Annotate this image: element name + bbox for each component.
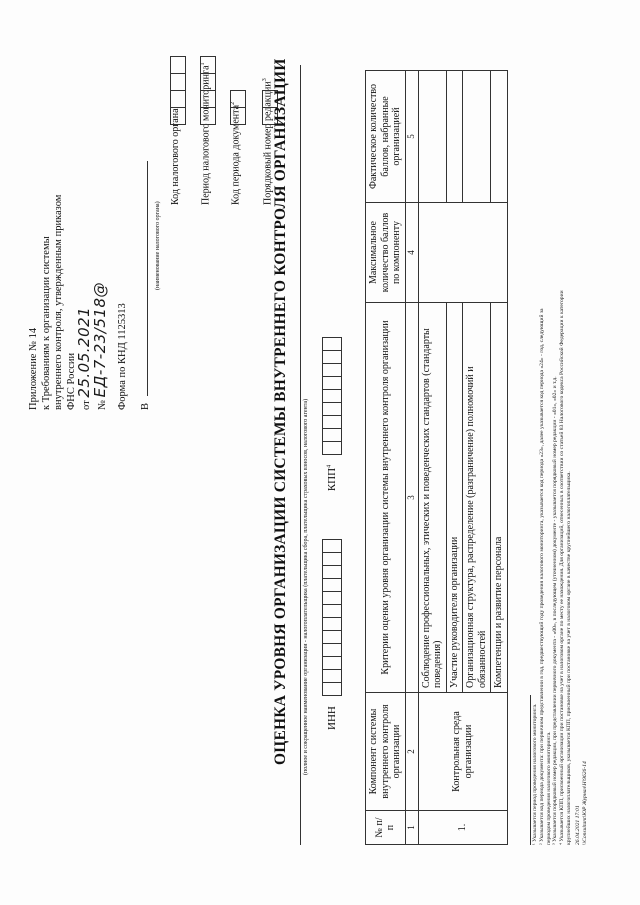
footnote-marker: 3 [262,78,268,82]
appendix-line: внутреннего контроля, утвержденным приказом [53,194,64,410]
document-period-code-label: Код периода документа [230,104,242,205]
tax-authority-code-cells[interactable] [170,56,186,125]
document-period-code-cells[interactable] [230,90,246,125]
footnotes [532,45,588,845]
document-title: ОЦЕНКА УРОВНЯ ОРГАНИЗАЦИИ СИСТЕМЫ ВНУТРЕННЕГО КОНТРОЛЯ ОРГАНИЗАЦИИ [272,58,289,765]
footnote: периодом проведения налогового мониторинга. [545,731,552,845]
footnote: ² Указывается код периода документа: при первичном представлении в год, предшествующий году проведения налогового мониторинга, указывается код периода «23», далее указывается код периода «24» - год, следующий за [538,308,545,845]
recipient-block [140,80,162,410]
section-number: 1. [418,811,507,845]
print-stamp-path: \\Consultant\ЮР Журнал\Н\9626-14 [581,761,588,845]
component-name: Контрольная среда организации [418,693,507,811]
kpp-cells[interactable] [322,337,342,455]
recipient-caption: (наименование налогового органа) [154,201,161,290]
actual-score-cell[interactable] [418,71,446,203]
monitoring-period-cells[interactable] [200,56,216,125]
column-number: 2 [405,693,418,811]
column-number: 1 [405,811,418,845]
inn-cells[interactable] [322,539,342,696]
footnote: крупнейших налогоплательщиков, указывается КПП, присвоенный при постановке на учет в налоговом органе в качестве крупнейшего налогоплательщика. [565,471,572,845]
tax-authority-code-label: Код налогового органа [170,108,181,205]
footnote: ¹ Указывается период проведения налогового мониторинга. [532,703,538,845]
max-score-cell[interactable] [418,203,507,303]
criterion-cell: Участие руководителя организации [446,303,463,693]
order-date-prefix: от [81,400,92,410]
org-caption: (полное и сокращенное наименование организации - налогоплательщика (плательщика сбора, плательщика страховых взносов, налогового агента) [303,398,309,775]
print-stamp-date: 26.04.2021 17:01 [574,805,581,845]
order-date-handwritten: 25.05.2021 [75,306,93,398]
header-cell-number: № п/п [366,811,406,845]
footnote-separator [530,695,531,845]
header-cell-component: Компонент системы внутреннего контроля организации [366,693,406,811]
form-code: Форма по КНД 1125313 [117,303,128,410]
org-name-line [300,65,301,845]
header-cell-actual-score: Фактическое количество баллов, набранные организацией [366,71,406,203]
recipient-prefix: В [140,402,151,410]
order-number-prefix: № [96,399,108,410]
table-row [418,71,446,845]
header-cell-max-score: Максимальное количество баллов по компоненту [366,203,406,303]
column-number: 5 [405,71,418,203]
fns-label: ФНС России [65,352,77,410]
footnote-marker: 2 [230,101,236,105]
actual-score-cell[interactable] [463,71,491,203]
appendix-header [28,80,130,410]
column-number: 3 [405,303,418,693]
actual-score-cell[interactable] [491,71,508,203]
inn-label: ИНН [326,706,338,730]
recipient-underline [147,161,148,396]
monitoring-period-label: Период налогового мониторинга [200,65,212,205]
appendix-line: к Требованиям к организации системы [40,236,52,410]
footnote: ³ Указывается порядковый номер редакции, при представлении первичного документа - «00», в последующем (уточненном) документе - указывается порядковый номер редакции - «01», «02» и т.д. [552,376,559,845]
footnote-marker: 1 [200,62,206,66]
order-number-line [90,80,110,410]
table-header-row [366,71,406,845]
column-number: 4 [405,203,418,303]
criterion-cell: Организационная структура, распределение (разграничение) полномочий и обязанностей [463,303,491,693]
kpp-label: КПП$^4$ [326,464,338,492]
actual-score-cell[interactable] [446,71,463,203]
revision-number-label: Порядковый номер редакции [262,81,274,205]
criterion-cell: Компетенции и развитие персонала [491,303,508,693]
header-cell-criteria: Критерии оценки уровня организации системы внутреннего контроля организации [366,303,406,693]
assessment-table [365,70,508,845]
column-number-row [405,71,418,845]
inn-kpp-row [322,337,342,730]
order-number-handwritten: ЕД-7-23/518@ [90,282,109,398]
criterion-cell: Соблюдение профессиональных, этических и поведенческих стандартов (стандарты поведения) [418,303,446,693]
appendix-line: Приложение № 14 [28,327,39,410]
footnote: ⁴ Указывается КПП, присвоенный организации при постановке на учет в налоговом органе по месту ее нахождения. Для организаций, отнесенных в соответствии со статьей 83 Налогового кодекса Российской Федерации к категории [559,290,566,845]
